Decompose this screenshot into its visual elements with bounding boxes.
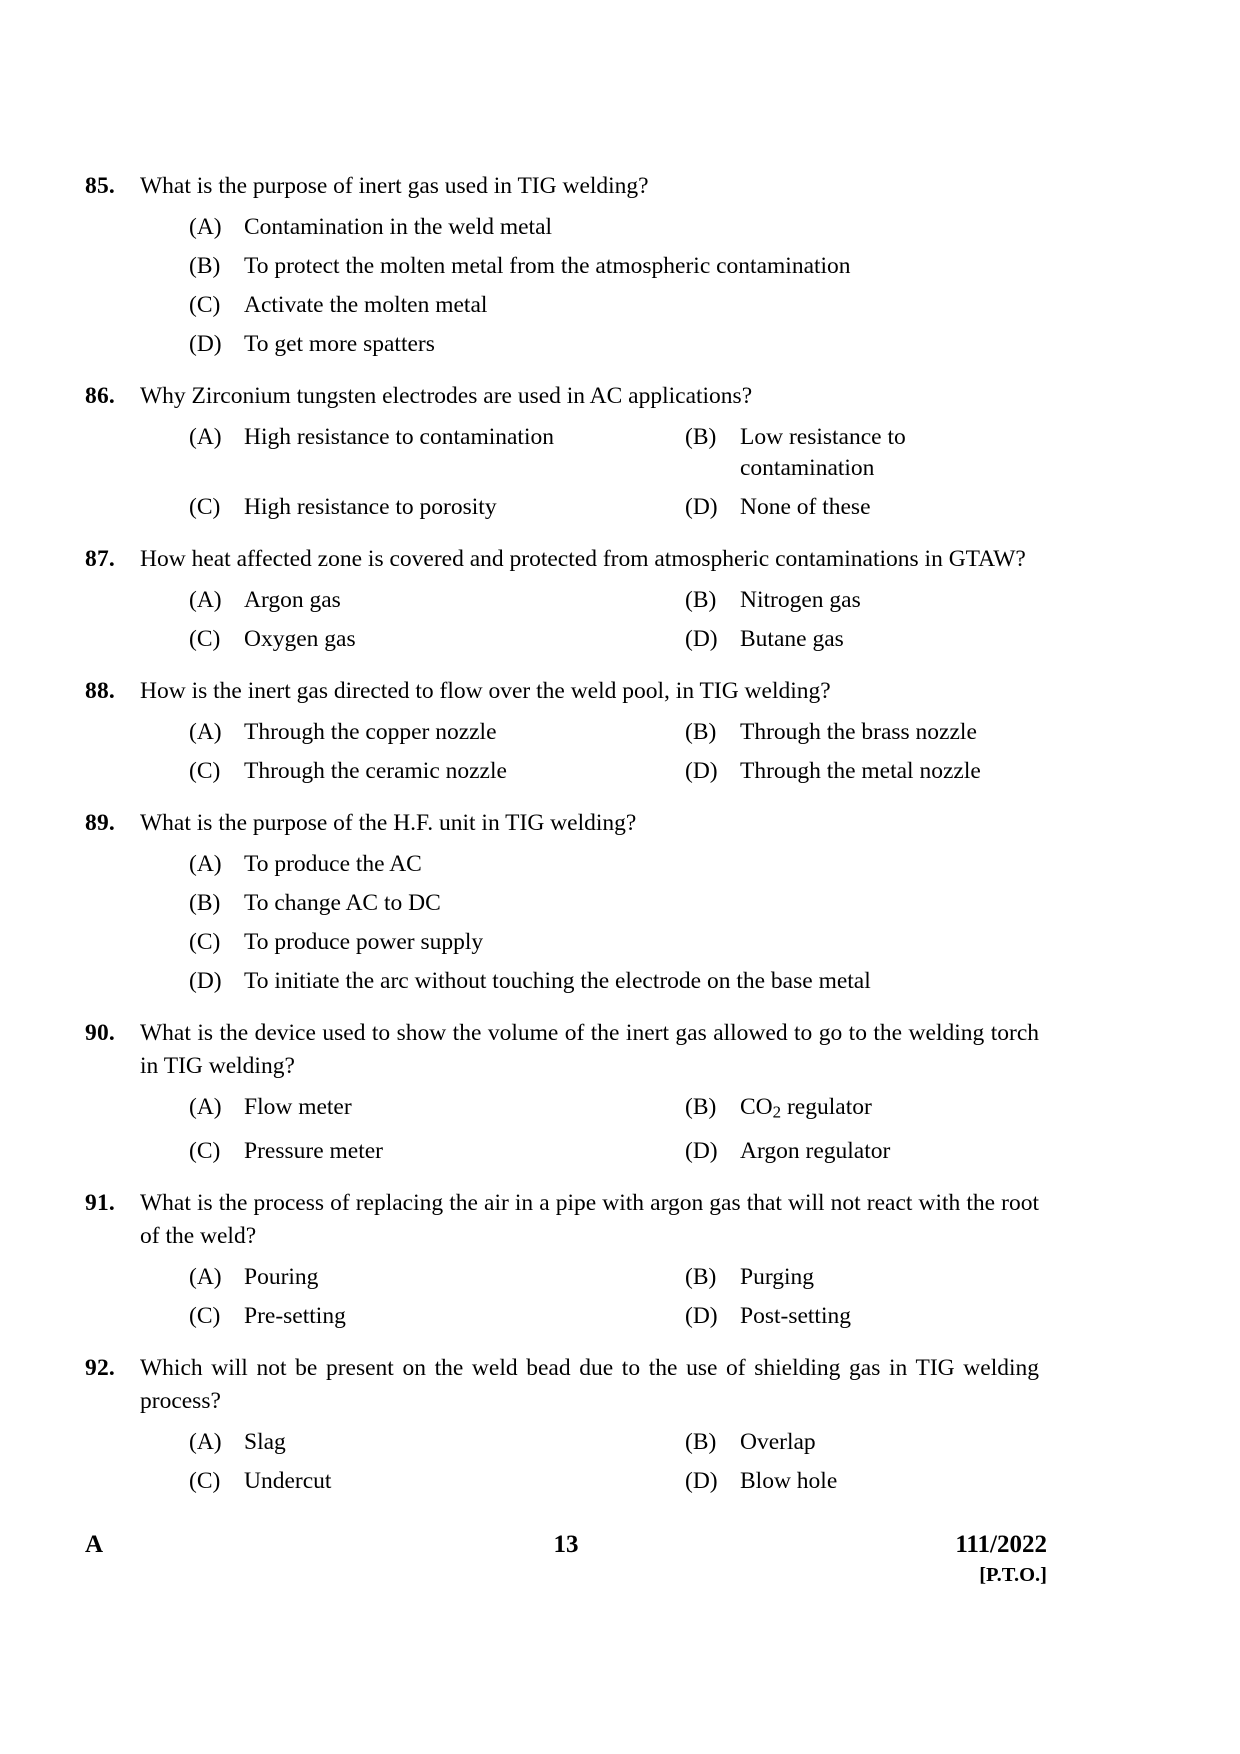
question-list	[85, 170, 1045, 1517]
question-number: 86.	[85, 383, 115, 409]
option-label: Pouring	[244, 1263, 319, 1290]
page-footer	[85, 1530, 1047, 1600]
option-row	[189, 329, 1045, 360]
option-label: Pressure meter	[244, 1137, 383, 1164]
option-b[interactable]	[685, 1092, 1045, 1128]
option-row	[189, 212, 1045, 243]
option-row	[189, 1301, 1045, 1332]
question-text: What is the purpose of inert gas used in TIG welding?	[140, 173, 649, 199]
option-letter: (A)	[189, 1428, 222, 1455]
option-label: To change AC to DC	[244, 890, 441, 916]
option-letter: (C)	[189, 292, 221, 318]
series-label: A	[85, 1531, 104, 1558]
option-label: Flow meter	[244, 1094, 352, 1120]
option-row	[189, 966, 1045, 997]
option-label: Overlap	[740, 1428, 816, 1455]
question-number: 88.	[85, 678, 115, 704]
option-row	[189, 1466, 1045, 1497]
option-a[interactable]	[189, 212, 1045, 243]
option-label: Argon regulator	[740, 1137, 891, 1164]
option-label: Oxygen gas	[244, 626, 356, 652]
question-number: 87.	[85, 546, 115, 572]
question-heading	[85, 675, 1045, 708]
question-block	[85, 1352, 1045, 1497]
option-row	[189, 1427, 1045, 1458]
option-row	[189, 1092, 1045, 1128]
option-a[interactable]	[189, 849, 1045, 880]
option-letter: (B)	[685, 1428, 717, 1455]
option-row	[189, 251, 1045, 282]
option-letter: (C)	[189, 1467, 221, 1494]
option-label: Purging	[740, 1263, 814, 1290]
question-heading	[85, 1017, 1045, 1083]
option-letter: (A)	[189, 214, 222, 240]
option-list	[189, 849, 1045, 997]
option-label: None of these	[740, 494, 871, 520]
option-b[interactable]	[685, 422, 1045, 484]
option-a[interactable]	[189, 1262, 685, 1293]
option-row	[189, 290, 1045, 321]
question-heading	[85, 170, 1045, 203]
option-label: To protect the molten metal from the atmospheric contamination	[244, 253, 851, 279]
option-c[interactable]	[189, 290, 1045, 321]
option-letter: (B)	[685, 1094, 717, 1120]
question-text: What is the process of replacing the air in a pipe with argon gas that will not react with the root of the weld?	[140, 1189, 1039, 1249]
option-b[interactable]	[189, 888, 1045, 919]
option-label: Contamination in the weld metal	[244, 214, 553, 240]
option-letter: (B)	[189, 890, 221, 916]
option-row	[189, 624, 1045, 655]
option-letter: (A)	[189, 587, 222, 613]
option-letter: (D)	[685, 1302, 718, 1329]
option-letter: (D)	[685, 1467, 718, 1494]
option-label: To initiate the arc without touching the electrode on the base metal	[244, 968, 871, 994]
option-d[interactable]	[685, 492, 1045, 523]
option-letter: (B)	[685, 719, 717, 745]
option-list	[189, 1092, 1045, 1167]
question-number: 85.	[85, 173, 115, 199]
question-text: How heat affected zone is covered and protected from atmospheric contaminations in GTAW?	[140, 546, 1026, 572]
option-c[interactable]	[189, 1301, 685, 1332]
option-label: Through the copper nozzle	[244, 719, 497, 745]
option-d[interactable]	[685, 1301, 1045, 1332]
question-block	[85, 170, 1045, 360]
option-row	[189, 1262, 1045, 1293]
question-block	[85, 1017, 1045, 1167]
option-row	[189, 927, 1045, 958]
option-list	[189, 212, 1045, 360]
question-number: 90.	[85, 1020, 115, 1046]
option-letter: (A)	[189, 851, 222, 877]
co2-label: $CO_2$ regulator	[740, 1094, 872, 1122]
question-heading	[85, 1352, 1045, 1418]
option-label: To produce the AC	[244, 851, 422, 877]
option-letter: (C)	[189, 494, 221, 520]
question-text: How is the inert gas directed to flow over the weld pool, in TIG welding?	[140, 678, 831, 704]
option-letter: (B)	[685, 424, 717, 450]
option-d[interactable]	[685, 1136, 1045, 1167]
option-letter: (A)	[189, 424, 222, 450]
option-c[interactable]	[189, 927, 1045, 958]
option-letter: (B)	[189, 253, 221, 279]
question-text: Why Zirconium tungsten electrodes are used in AC applications?	[140, 383, 753, 409]
option-label: Through the metal nozzle	[740, 758, 981, 784]
option-a[interactable]	[189, 1427, 685, 1458]
option-letter: (C)	[189, 1302, 221, 1329]
option-row	[189, 717, 1045, 748]
option-row	[189, 1136, 1045, 1167]
option-list	[189, 585, 1045, 655]
question-number: 89.	[85, 810, 115, 836]
option-label: Post-setting	[740, 1302, 851, 1329]
option-b[interactable]	[685, 585, 1045, 616]
option-c[interactable]	[189, 756, 685, 787]
option-letter: (C)	[189, 758, 221, 784]
option-letter: (D)	[189, 331, 222, 357]
option-b[interactable]	[189, 251, 1045, 282]
option-label: Argon gas	[244, 587, 341, 613]
option-letter: (A)	[189, 1094, 222, 1120]
option-a[interactable]	[189, 585, 685, 616]
option-row	[189, 585, 1045, 616]
question-block	[85, 380, 1045, 523]
option-d[interactable]	[685, 1466, 1045, 1497]
option-label: High resistance to porosity	[244, 494, 497, 520]
option-row	[189, 492, 1045, 523]
option-b[interactable]	[685, 1262, 1045, 1293]
option-d[interactable]	[189, 329, 1045, 360]
option-row	[189, 849, 1045, 880]
option-label: Pre-setting	[244, 1302, 346, 1329]
option-label: Through the brass nozzle	[740, 719, 977, 745]
option-list	[189, 717, 1045, 787]
option-letter: (A)	[189, 1263, 222, 1290]
question-text: Which will not be present on the weld bead due to the use of shielding gas in TIG welding process?	[140, 1354, 1039, 1414]
option-a[interactable]	[189, 717, 685, 748]
option-letter: (D)	[189, 968, 222, 994]
option-b[interactable]	[685, 717, 1045, 748]
option-letter: (B)	[685, 587, 717, 613]
option-label: Nitrogen gas	[740, 587, 861, 613]
question-block	[85, 543, 1045, 655]
option-label: Low resistance to contamination	[740, 424, 906, 481]
option-b[interactable]	[685, 1427, 1045, 1458]
option-d[interactable]	[685, 624, 1045, 655]
question-heading	[85, 543, 1045, 576]
option-label: High resistance to contamination	[244, 424, 554, 450]
option-label: To get more spatters	[244, 331, 435, 357]
question-number: 91.	[85, 1189, 115, 1216]
option-letter: (D)	[685, 1137, 718, 1164]
option-letter: (D)	[685, 758, 718, 784]
option-label	[740, 1092, 1045, 1128]
option-a[interactable]	[189, 1092, 685, 1123]
option-letter: (C)	[189, 1137, 221, 1164]
question-heading	[85, 380, 1045, 413]
option-list	[189, 1262, 1045, 1332]
option-label: Undercut	[244, 1467, 332, 1494]
question-block	[85, 1187, 1045, 1332]
option-label: To produce power supply	[244, 929, 484, 955]
question-text: What is the device used to show the volume of the inert gas allowed to go to the welding torch in TIG welding?	[140, 1020, 1039, 1079]
option-d[interactable]	[685, 756, 1045, 787]
paper-code: 111/2022	[955, 1531, 1047, 1558]
option-letter: (C)	[189, 929, 221, 955]
question-block	[85, 807, 1045, 997]
option-letter: (A)	[189, 719, 222, 745]
option-label: Activate the molten metal	[244, 292, 488, 318]
option-c[interactable]	[189, 1466, 685, 1497]
question-block	[85, 675, 1045, 787]
option-row	[189, 756, 1045, 787]
option-label: Through the ceramic nozzle	[244, 758, 507, 784]
option-label: Butane gas	[740, 626, 844, 652]
question-heading	[85, 1187, 1045, 1253]
option-letter: (D)	[685, 626, 718, 652]
page-number: 13	[553, 1531, 579, 1558]
option-letter: (D)	[685, 494, 718, 520]
option-row	[189, 422, 1045, 484]
option-c[interactable]	[189, 624, 685, 655]
option-row	[189, 888, 1045, 919]
question-heading	[85, 807, 1045, 840]
option-letter: (B)	[685, 1263, 717, 1290]
question-number: 92.	[85, 1354, 115, 1381]
option-list	[189, 1427, 1045, 1497]
option-a[interactable]	[189, 422, 685, 453]
option-c[interactable]	[189, 492, 685, 523]
option-list	[189, 422, 1045, 523]
option-d[interactable]	[189, 966, 1045, 997]
option-letter: (C)	[189, 626, 221, 652]
option-label: Blow hole	[740, 1467, 838, 1494]
option-c[interactable]	[189, 1136, 685, 1167]
pto-note: [P.T.O.]	[979, 1564, 1047, 1586]
question-text: What is the purpose of the H.F. unit in TIG welding?	[140, 810, 637, 836]
option-label: Slag	[244, 1428, 286, 1455]
